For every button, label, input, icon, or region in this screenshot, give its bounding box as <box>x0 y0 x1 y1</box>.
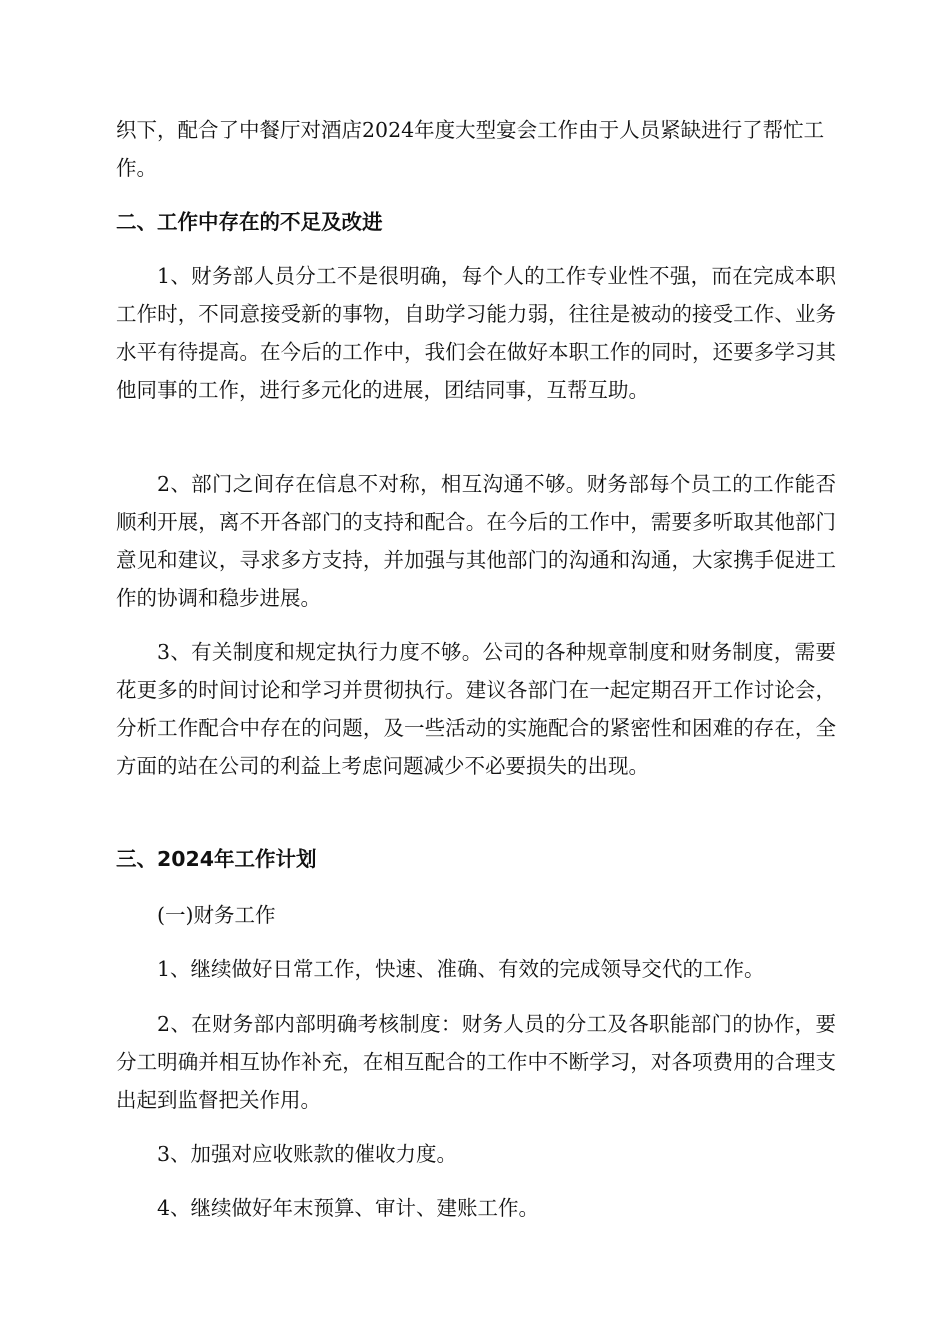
paragraph-item-2: 2、部门之间存在信息不对称，相互沟通不够。财务部每个员工的工作能否顺利开展，离不开各部门的支持和配合。在今后的工作中，需要多听取其他部门意见和建议，寻求多方支持，并加强与其他部门的沟通和沟通，大家携手促进工作的协调和稳步进展。 <box>116 472 836 610</box>
plan-item-3: 3、加强对应收账款的催收力度。 <box>157 1142 458 1166</box>
paragraph-item-3: 3、有关制度和规定执行力度不够。公司的各种规章制度和财务制度，需要花更多的时间讨论和学习并贯彻执行。建议各部门在一起定期召开工作讨论会，分析工作配合中存在的问题，及一些活动的实施配合的紧密性和困难的存在，全方面的站在公司的利益上考虑问题减少不必要损失的出现。 <box>116 640 836 778</box>
plan-item-4: 4、继续做好年末预算、审计、建账工作。 <box>157 1196 540 1220</box>
plan-item-1: 1、继续做好日常工作，快速、准确、有效的完成领导交代的工作。 <box>157 957 765 981</box>
section-heading-shortcomings: 二、工作中存在的不足及改进 <box>116 210 383 234</box>
continuation-paragraph: 织下，配合了中餐厅对酒店2024年度大型宴会工作由于人员紧缺进行了帮忙工作。 <box>116 118 825 180</box>
section-heading-plan: 三、2024年工作计划 <box>116 847 317 871</box>
subheading-finance-work: (一)财务工作 <box>157 903 276 927</box>
plan-item-2: 2、在财务部内部明确考核制度：财务人员的分工及各职能部门的协作，要分工明确并相互协作补充，在相互配合的工作中不断学习，对各项费用的合理支出起到监督把关作用。 <box>116 1012 836 1112</box>
paragraph-item-1: 1、财务部人员分工不是很明确，每个人的工作专业性不强，而在完成本职工作时，不同意接受新的事物，自助学习能力弱，往往是被动的接受工作、业务水平有待提高。在今后的工作中，我们会在做好本职工作的同时，还要多学习其他同事的工作，进行多元化的进展，团结同事，互帮互助。 <box>116 264 836 402</box>
